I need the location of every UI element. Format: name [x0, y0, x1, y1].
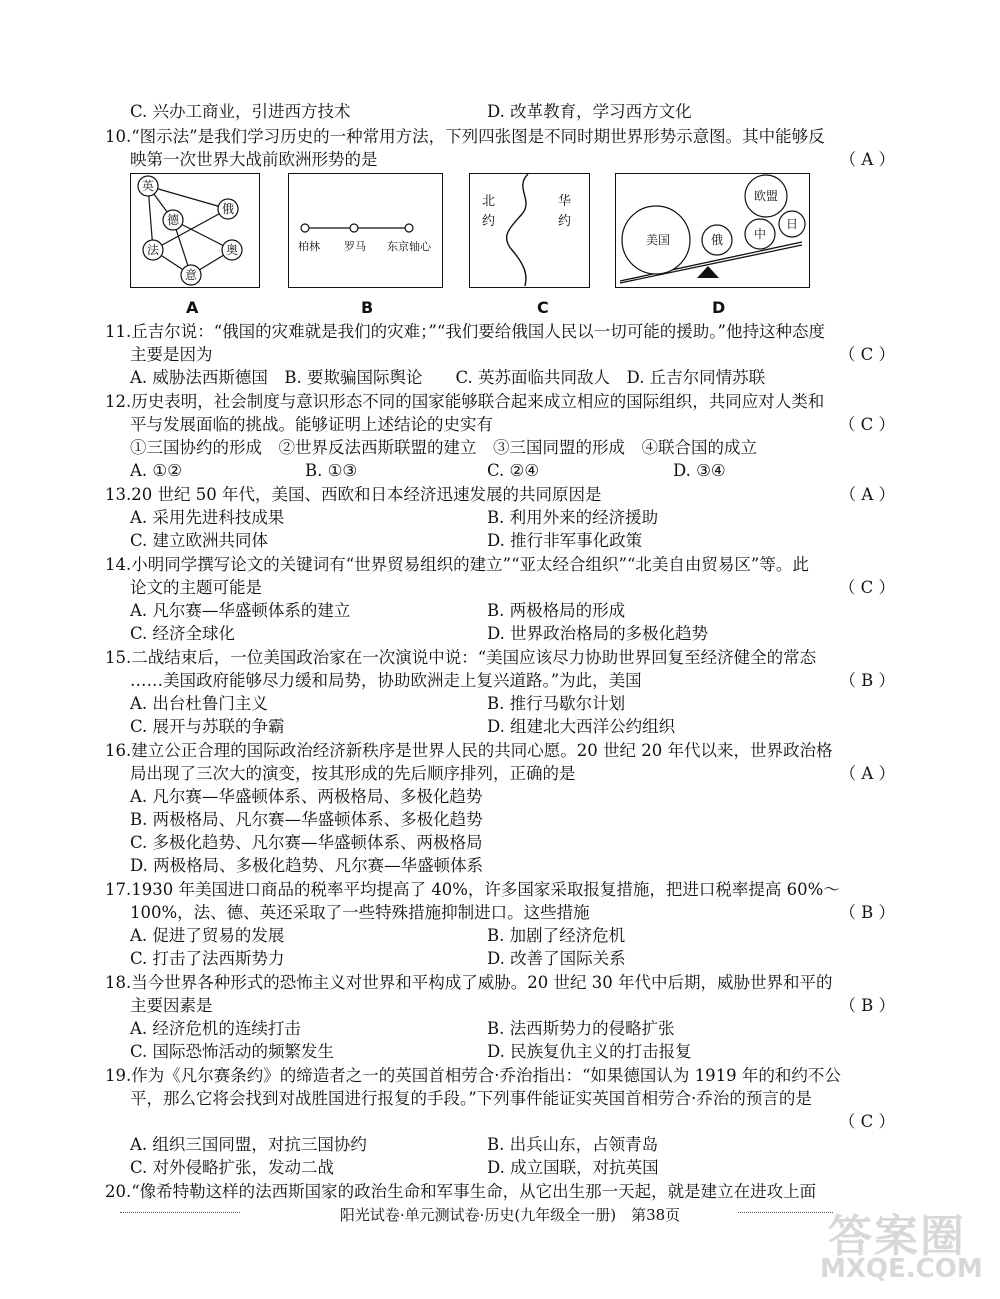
text-line: C. ②④ [487, 461, 540, 480]
nato-char-2: 约 [482, 214, 496, 229]
text-line: A. 经济危机的连续打击 [130, 1019, 301, 1038]
nato-char-1: 北 [482, 194, 496, 209]
text-line: A. ①② [130, 461, 182, 480]
text-line: ……美国政府能够尽力缓和局势，协助欧洲走上复兴道路。”为此，美国 [130, 671, 642, 690]
watermark-text: 答案圈 [828, 1211, 966, 1262]
text-line: B. 出兵山东，占领青岛 [487, 1135, 659, 1154]
text-line: D. 组建北大西洋公约组织 [487, 717, 676, 736]
text-line: A. 凡尔赛—华盛顿体系的建立 [130, 601, 351, 620]
node-austria: 奥 [225, 243, 239, 257]
node-china: 中 [753, 227, 767, 241]
text-line: 19.作为《凡尔赛条约》的缔造者之一的英国首相劳合·乔治指出：“如果德国认为 1919 年的和约不公 [105, 1066, 841, 1085]
text-line: D. ③④ [673, 461, 726, 480]
watermark-url: MXQE.COM [820, 1254, 983, 1284]
text-line: 13.20 世纪 50 年代，美国、西欧和日本经济迅速发展的共同原因是 [105, 485, 602, 504]
answer-bracket: （ A ） [839, 764, 895, 783]
text-line: B. 利用外来的经济援助 [487, 508, 659, 527]
node-france: 法 [146, 243, 160, 257]
text-line: 局出现了三次大的演变，按其形成的先后顺序排列，正确的是 [130, 764, 576, 783]
text-line: C. 国际恐怖活动的频繁发生 [130, 1042, 335, 1061]
text-line: 17.1930 年美国进口商品的税率平均提高了 40%，许多国家采取报复措施，把进口税率提高 60%～ [105, 880, 840, 899]
text-line: B. 加剧了经济危机 [487, 926, 626, 945]
figure-c-cold-war-split [469, 173, 590, 288]
text-line: B. 推行马歇尔计划 [487, 694, 626, 713]
watermark-logo [820, 1200, 990, 1290]
text-line: D. 民族复仇主义的打击报复 [487, 1042, 692, 1061]
text-line: A. 威胁法西斯德国 B. 要欺骗国际舆论 C. 英苏面临共同敌人 D. 丘吉尔同情苏联 [130, 368, 766, 387]
footer-dots-right [738, 1212, 833, 1213]
text-line: A. 出台杜鲁门主义 [130, 694, 268, 713]
answer-bracket: （ A ） [839, 485, 895, 504]
text-line: B. 两极格局的形成 [487, 601, 626, 620]
text-line: 11.丘吉尔说：“俄国的灾难就是我们的灾难；”“我们要给俄国人民以一切可能的援助。”他持这种态度 [105, 322, 825, 341]
node-italy: 意 [184, 268, 198, 282]
node-usa: 美国 [645, 233, 671, 247]
figure-b-diagram [289, 174, 441, 286]
figure-c-label: C [537, 298, 549, 317]
node-berlin: 柏林 [298, 240, 320, 253]
text-line: A. 采用先进科技成果 [130, 508, 285, 527]
warsaw-char-2: 约 [558, 214, 572, 229]
answer-bracket: （ C ） [838, 415, 895, 434]
node-britain: 英 [141, 179, 155, 193]
text-line: C. 建立欧洲共同体 [130, 531, 269, 550]
answer-bracket: （ C ） [838, 345, 895, 364]
text-line: C. 对外侵略扩张，发动二战 [130, 1158, 335, 1177]
answer-bracket: （ B ） [839, 903, 895, 922]
node-tokyo-axis: 东京轴心 [387, 240, 431, 253]
answer-bracket: （ B ） [839, 671, 895, 690]
page-footer: 阳光试卷·单元测试卷·历史(九年级全一册) 第38页 [339, 1206, 681, 1224]
warsaw-char-1: 华 [558, 194, 572, 209]
text-line: D. 世界政治格局的多极化趋势 [487, 624, 709, 643]
text-line: 14.小明同学撰写论文的关键词有“世界贸易组织的建立”“亚太经合组织”“北美自由贸易区”等。此 [105, 555, 809, 574]
text-line: ①三国协约的形成 ②世界反法西斯联盟的建立 ③三国同盟的形成 ④联合国的成立 [130, 438, 757, 457]
text-line: B. ①③ [305, 461, 358, 480]
answer-bracket: （ C ） [838, 578, 895, 597]
text-line: 10.“图示法”是我们学习历史的一种常用方法，下列四张图是不同时期世界形势示意图。其中能够反 [105, 127, 825, 146]
text-line: 主要是因为 [130, 345, 213, 364]
figure-d-diagram [616, 174, 808, 286]
text-line: 平与发展面临的挑战。能够证明上述结论的史实有 [130, 415, 493, 434]
node-germany: 德 [166, 213, 180, 227]
node-japan: 日 [785, 217, 799, 231]
figure-b-label: B [361, 298, 374, 317]
node-russia: 俄 [221, 202, 235, 216]
text-line: D. 推行非军事化政策 [487, 531, 643, 550]
text-line: A. 组织三国同盟，对抗三国协约 [130, 1135, 367, 1154]
node-russia-d: 俄 [710, 233, 724, 247]
figure-d-multipolar-balance [615, 173, 810, 288]
answer-bracket: （ C ） [838, 1112, 895, 1131]
node-rome: 罗马 [344, 240, 366, 253]
answer-bracket: （ A ） [839, 150, 895, 169]
text-line: B. 法西斯势力的侵略扩张 [487, 1019, 675, 1038]
text-line: 论文的主题可能是 [130, 578, 262, 597]
text-line: A. 凡尔赛—华盛顿体系、两极格局、多极化趋势 [130, 787, 483, 806]
figure-d-label: D [712, 298, 726, 317]
text-line: 平，那么它将会找到对战胜国进行报复的手段。”下列事件能证实英国首相劳合·乔治的预言的是 [130, 1089, 812, 1108]
text-line: B. 两极格局、凡尔赛—华盛顿体系、多极化趋势 [130, 810, 483, 829]
answer-bracket: （ B ） [839, 996, 895, 1015]
text-line: 20.“像希特勒这样的法西斯国家的政治生命和军事生命，从它出生那一天起，就是建立在进攻上面 [105, 1182, 817, 1201]
figure-a-label: A [186, 298, 199, 317]
text-line: 15.二战结束后，一位美国政治家在一次演说中说：“美国应该尽力协助世界回复至经济健全的常态 [105, 648, 817, 667]
text-line: 映第一次世界大战前欧洲形势的是 [130, 150, 378, 169]
text-line: D. 改革教育，学习西方文化 [487, 102, 692, 121]
text-line: C. 多极化趋势、凡尔赛—华盛顿体系、两极格局 [130, 833, 483, 852]
text-line: C. 展开与苏联的争霸 [130, 717, 285, 736]
text-line: C. 经济全球化 [130, 624, 236, 643]
text-line: D. 成立国联，对抗英国 [487, 1158, 659, 1177]
figure-b-axis [288, 173, 443, 288]
figure-a-diagram [131, 174, 258, 286]
text-line: 12.历史表明，社会制度与意识形态不同的国家能够联合起来成立相应的国际组织，共同应对人类和 [105, 392, 825, 411]
text-line: 18.当今世界各种形式的恐怖主义对世界和平构成了威胁。20 世纪 30 年代中后期，威胁世界和平的 [105, 973, 833, 992]
text-line: A. 促进了贸易的发展 [130, 926, 285, 945]
text-line: 主要因素是 [130, 996, 213, 1015]
text-line: 100%，法、德、英还采取了一些特殊措施抑制进口。这些措施 [130, 903, 590, 922]
node-eu: 欧盟 [753, 189, 779, 203]
figure-c-diagram [470, 174, 588, 286]
figure-a-alliance-network [130, 173, 260, 288]
text-line: 16.建立公正合理的国际政治经济新秩序是世界人民的共同心愿。20 世纪 20 年代以来，世界政治格 [105, 741, 833, 760]
text-line: D. 两极格局、多极化趋势、凡尔赛—华盛顿体系 [130, 856, 484, 875]
text-line: D. 改善了国际关系 [487, 949, 626, 968]
text-line: C. 打击了法西斯势力 [130, 949, 285, 968]
text-line: C. 兴办工商业，引进西方技术 [130, 102, 351, 121]
